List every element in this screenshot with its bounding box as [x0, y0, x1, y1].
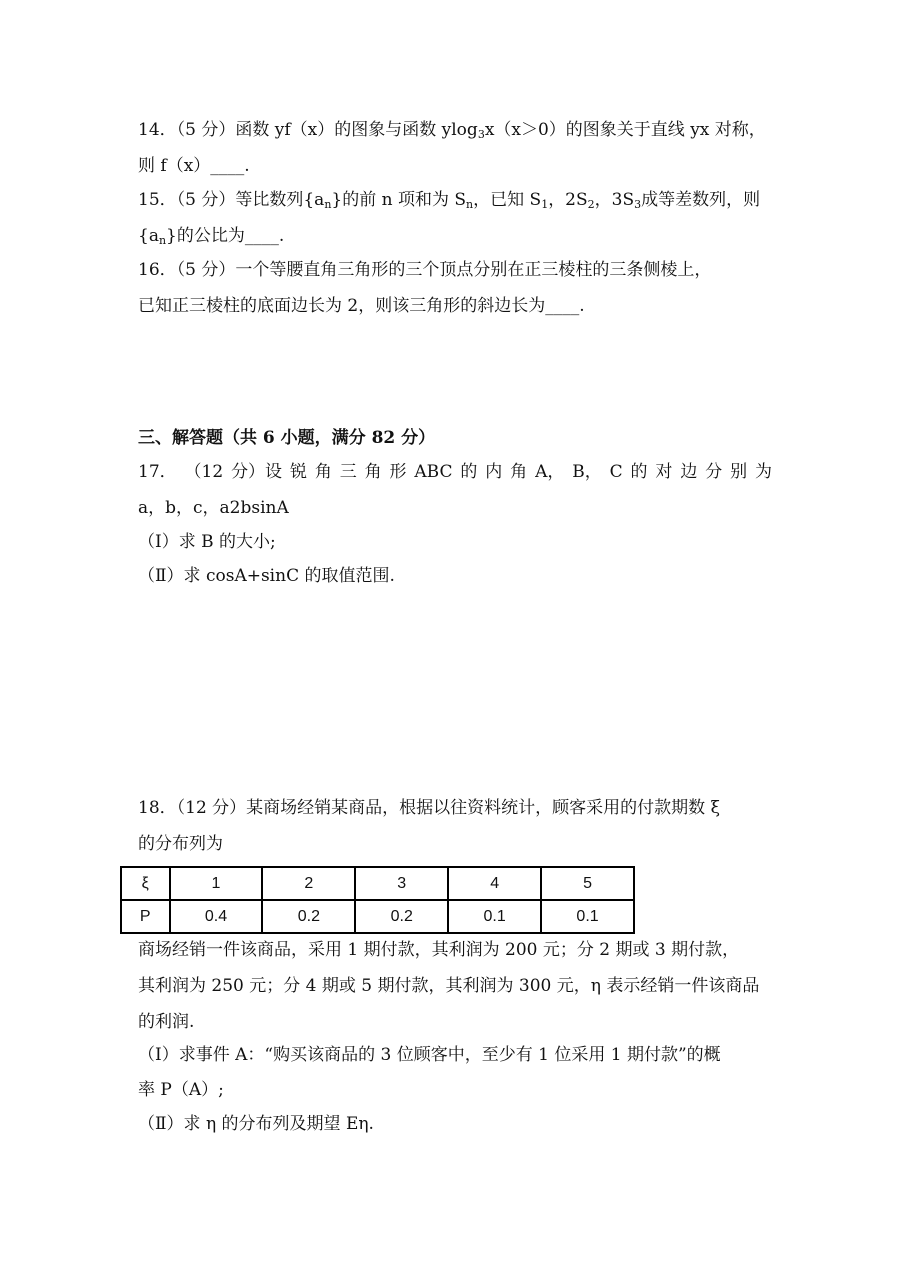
q17-line2: a，b，c，a2bsinA [138, 498, 289, 518]
q18-part1-line1: （Ⅰ）求事件 A：“购买该商品的 3 位顾客中，至少有 1 位采用 1 期付款”的概 [138, 1045, 721, 1065]
q17-part1: （Ⅰ）求 B 的大小; [138, 532, 276, 552]
q14-line2: 则 f（x）____. [138, 156, 250, 176]
table-cell: 0.2 [262, 900, 355, 933]
q18-part1-line2: 率 P（A）; [138, 1080, 224, 1100]
table-cell: 0.1 [541, 900, 634, 933]
table-cell: 0.4 [170, 900, 263, 933]
q17-line1: 17． （12 分）设 锐 角 三 角 形 ABC 的 内 角 A， B， C 的 对 边 分 别 为 [138, 462, 772, 482]
section-heading: 三、解答题（共 6 小题，满分 82 分） [138, 428, 436, 448]
table-cell: ξ [121, 867, 170, 900]
table-cell: 2 [262, 867, 355, 900]
q16-line1: 16．（5 分）一个等腰直角三角形的三个顶点分别在正三棱柱的三条侧棱上， [138, 260, 712, 280]
table-row [121, 900, 634, 933]
table-cell: 0.2 [355, 900, 448, 933]
table-row [121, 867, 634, 900]
distribution-table [120, 866, 635, 934]
q18-after2: 其利润为 250 元；分 4 期或 5 期付款，其利润为 300 元，η 表示经销一件该商品 [138, 976, 760, 996]
q18-line2: 的分布列为 [138, 834, 223, 854]
table-cell: 4 [448, 867, 541, 900]
q16-line2: 已知正三棱柱的底面边长为 2，则该三角形的斜边长为____. [138, 296, 585, 316]
q18-after3: 的利润. [138, 1012, 195, 1032]
q17-part2: （Ⅱ）求 cosA+sinC 的取值范围. [138, 566, 395, 586]
table-cell: 3 [355, 867, 448, 900]
q14-line1: 14．（5 分）函数 yf（x）的图象与函数 ylog$_3$x（x＞0）的图象关于直线 yx 对称， [138, 120, 766, 141]
table-cell: P [121, 900, 170, 933]
table-cell: 5 [541, 867, 634, 900]
q18-part2: （Ⅱ）求 η 的分布列及期望 Eη. [138, 1114, 374, 1134]
table-cell: 1 [170, 867, 263, 900]
q15-line1: 15．（5 分）等比数列$\{a_n\}$的前 n 项和为 $S_n$，已知 $S_1$，$2S_2$，$3S_3$成等差数列，则 [138, 190, 761, 211]
table-cell: 0.1 [448, 900, 541, 933]
q18-after1: 商场经销一件该商品，采用 1 期付款，其利润为 200 元；分 2 期或 3 期付款， [138, 940, 740, 960]
q18-line1: 18．（12 分）某商场经销某商品，根据以往资料统计，顾客采用的付款期数 ξ [138, 798, 720, 818]
q15-line2: $\{a_n\}$的公比为____. [138, 226, 285, 247]
